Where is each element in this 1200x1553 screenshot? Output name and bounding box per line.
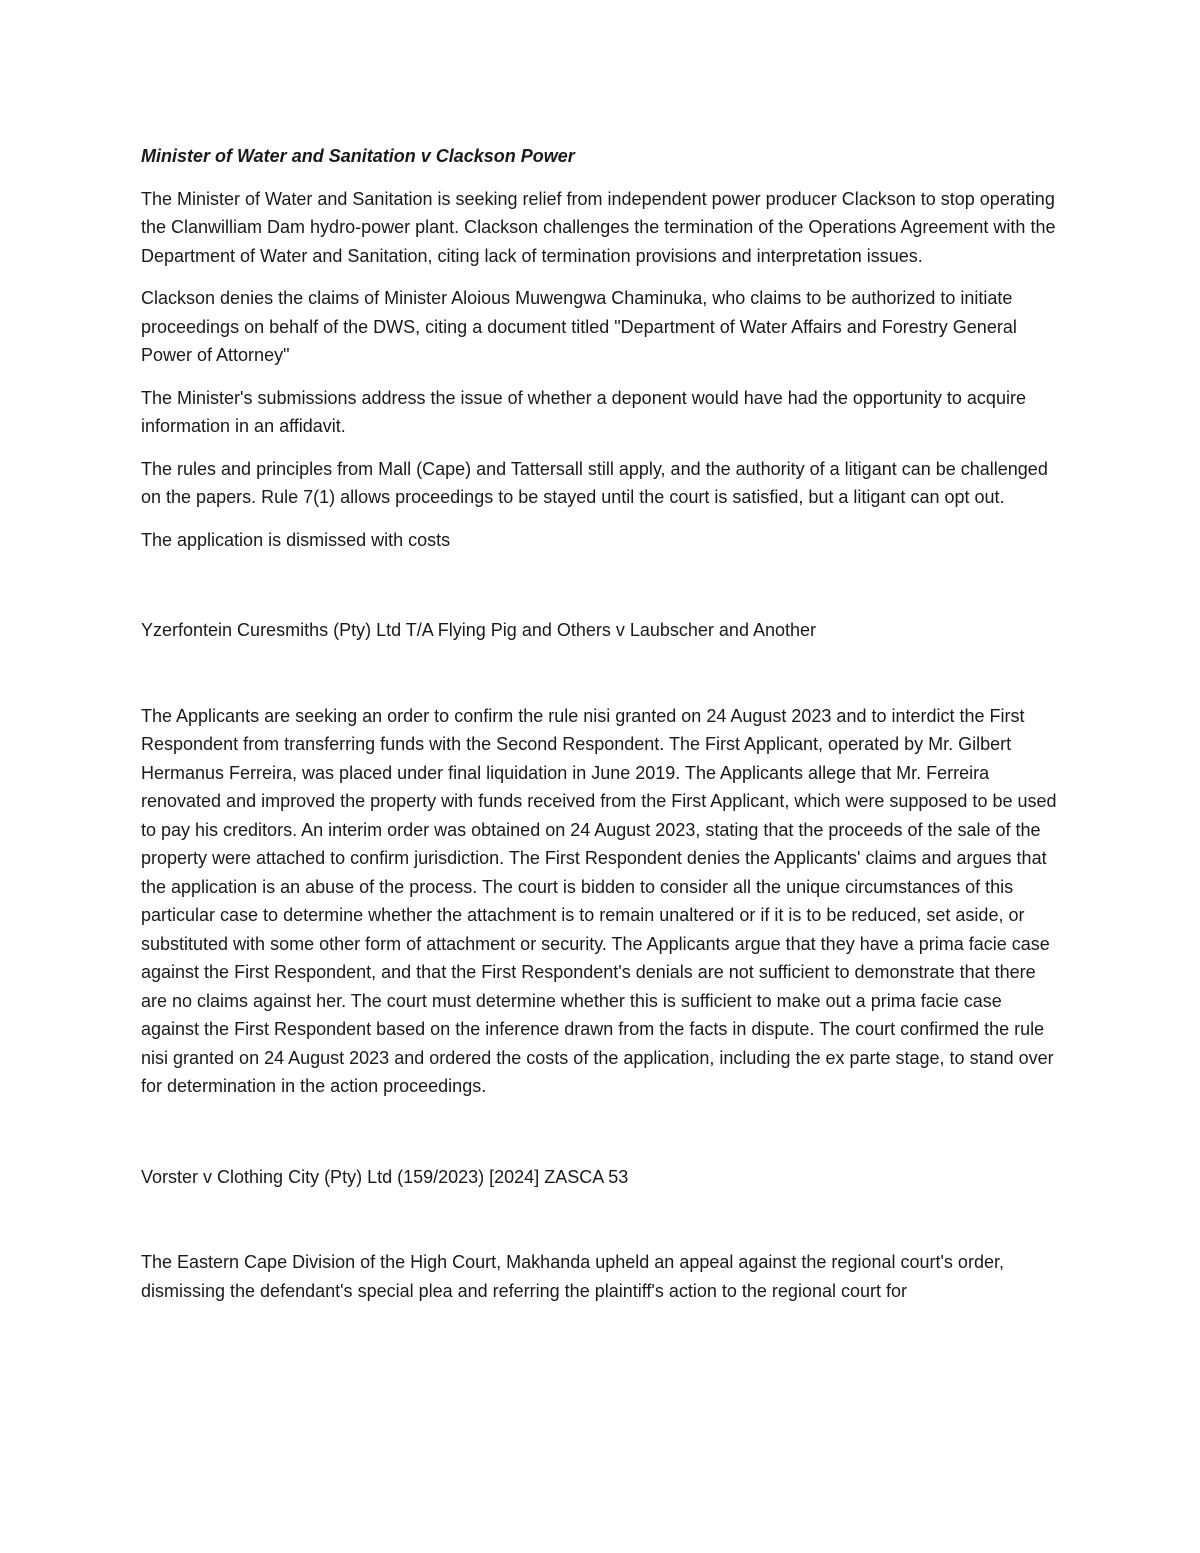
case-3-title: Vorster v Clothing City (Pty) Ltd (159/2023) [2024] ZASCA 53 [141, 1166, 629, 1187]
spacer [141, 645, 1063, 702]
case-1-title: Minister of Water and Sanitation v Clackson Power [141, 146, 575, 166]
spacer [141, 1191, 1063, 1248]
case-2-title: Yzerfontein Curesmiths (Pty) Ltd T/A Flying Pig and Others v Laubscher and Another [141, 620, 817, 640]
case-3-paragraph: The Eastern Cape Division of the High Court, Makhanda upheld an appeal against the regional court's order, dismissing the defendant's special plea and referring the plaintiff's action to the regional court for [141, 1252, 1004, 1301]
case-1-paragraph-5: The application is dismissed with costs [141, 529, 451, 550]
spacer [141, 568, 1063, 616]
case-2-paragraph: The Applicants are seeking an order to confirm the rule nisi granted on 24 August 2023 and to interdict the First Respondent from transferring funds with the Second Respondent. The First Applicant, operated by Mr. Gilbert Hermanus Ferreira, was placed under final liquidation in June 2019. The Applicants allege that Mr. Ferreira renovated and improved the property with funds received from the First Applicant, which were supposed to be used to pay his creditors. An interim order was obtained on 24 August 2023, stating that the proceeds of the sale of the property were attached to confirm jurisdiction. The First Respondent denies the Applicants' claims and argues that the application is an abuse of the process. The court is bidden to consider all the unique circumstances of this particular case to determine whether the attachment is to remain unaltered or if it is to be reduced, set aside, or substituted with some other form of attachment or security. The Applicants argue that they have a prima facie case against the First Respondent, and that the First Respondent's denials are not sufficient to demonstrate that there are no claims against her. The court must determine whether this is sufficient to make out a prima facie case against the First Respondent based on the inference drawn from the facts in dispute. The court confirmed the rule nisi granted on 24 August 2023 and ordered the costs of the application, including the ex parte stage, to stand over for determination in the action proceedings. [141, 705, 1057, 1096]
case-1-paragraph-4: The rules and principles from Mall (Cape) and Tattersall still apply, and the authority of a litigant can be challenged on the papers. Rule 7(1) allows proceedings to be stayed until the court is satisfied, but a litigant can opt out. [141, 458, 1048, 507]
case-1-paragraph-2: Clackson denies the claims of Minister Aloious Muwengwa Chaminuka, who claims to be authorized to initiate proceedings on behalf of the DWS, citing a document titled "Department of Water Affairs and Forestry General Power of Attorney" [141, 288, 1017, 365]
case-1-paragraph-3: The Minister's submissions address the issue of whether a deponent would have had the opportunity to acquire information in an affidavit. [141, 387, 1026, 436]
case-1-paragraph-1: The Minister of Water and Sanitation is seeking relief from independent power producer Clackson to stop operating the Clanwilliam Dam hydro-power plant. Clackson challenges the termination of the Operations Agreement with the Department of Water and Sanitation, citing lack of termination provisions and interpretation issues. [141, 188, 1056, 266]
document-body [141, 142, 1063, 1319]
spacer [141, 1115, 1063, 1163]
